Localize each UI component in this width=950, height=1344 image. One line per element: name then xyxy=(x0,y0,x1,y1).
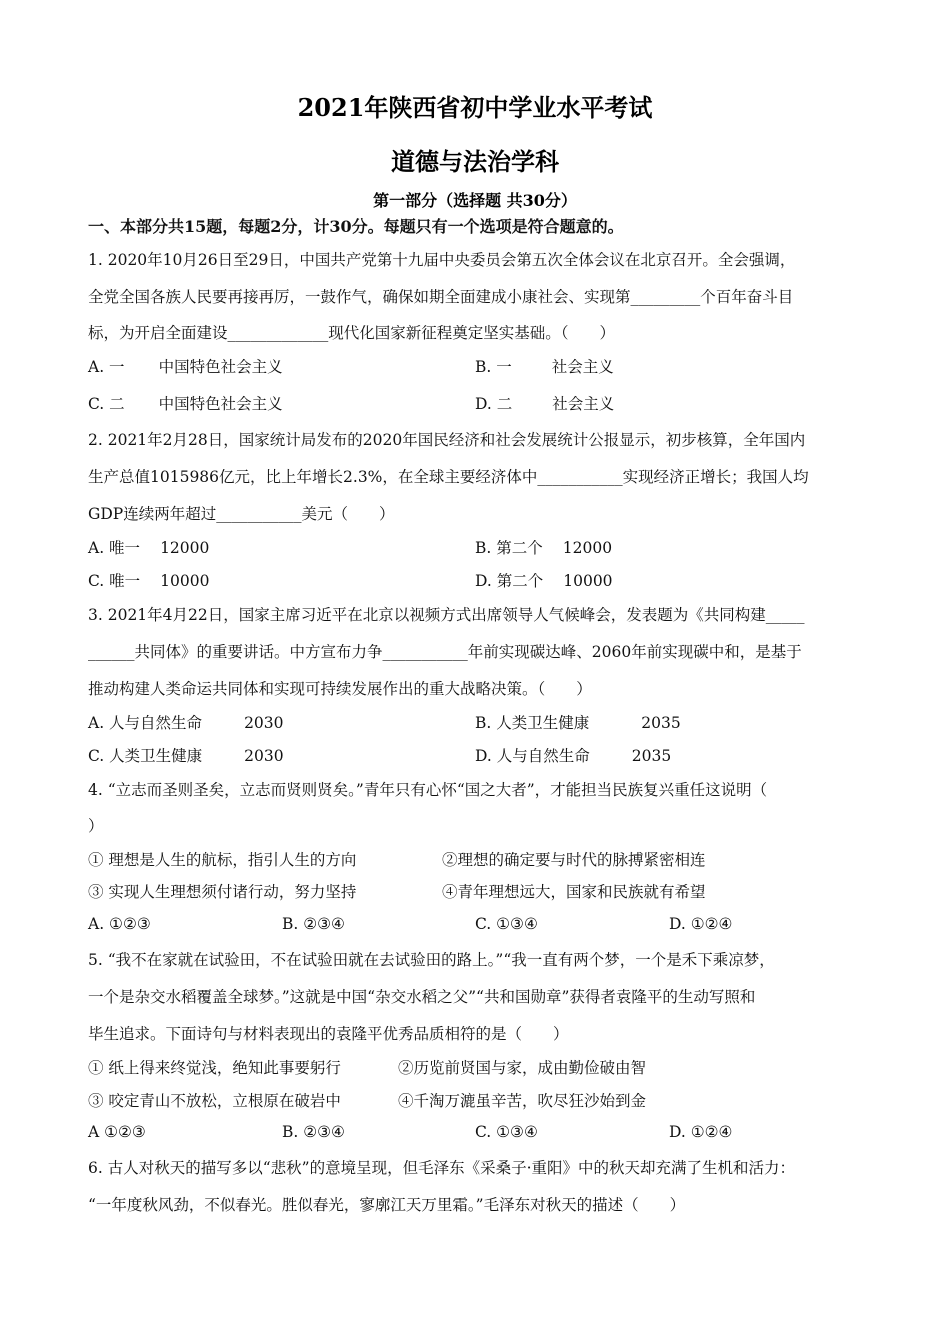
option-text: 12000 xyxy=(562,539,613,557)
question-6-line-2: “一年度秋风劲，不似春光。胜似春光，寥廓江天万里霜。”毛泽东对秋天的描述（ ） xyxy=(88,1196,686,1214)
question-1-line-3: 标，为开启全面建设_____________现代化国家新征程奠定坚实基础。（ ） xyxy=(88,324,616,342)
question-4-statement-2: ②理想的确定要与时代的脉搏紧密相连 xyxy=(442,851,706,869)
option-text: 社会主义 xyxy=(551,358,614,376)
question-3-line-1: 3. 2021年4月22日，国家主席习近平在北京以视频方式出席领导人气候峰会，发表题为《共同构建_____ xyxy=(88,606,805,624)
question-2-line-3: GDP连续两年超过___________美元（ ） xyxy=(88,505,395,523)
option-label: A. 人与自然生命 xyxy=(88,714,203,732)
question-2-line-2: 生产总值1015986亿元，比上年增长2.3%，在全球主要经济体中___________实现经济正增长；我国人均 xyxy=(88,468,809,486)
question-5-line-1: 5. “我不在家就在试验田，不在试验田就在去试验田的路上。”“我一直有两个梦，一个是禾下乘凉梦， xyxy=(88,951,775,969)
exam-title: 2021年陕西省初中学业水平考试 xyxy=(297,93,653,122)
question-5-line-2: 一个是杂交水稻覆盖全球梦。”这就是中国“杂交水稻之父”“共和国勋章”获得者袁隆平的生动写照和 xyxy=(88,988,756,1006)
question-4-statement-3: ③ 实现人生理想须付诸行动，努力坚持 xyxy=(88,883,357,901)
subject-title: 道德与法治学科 xyxy=(391,147,559,176)
option-text: 2035 xyxy=(641,714,681,732)
option-text: 中国特色社会主义 xyxy=(158,395,283,413)
question-6-line-1: 6. 古人对秋天的描写多以“悲秋”的意境呈现，但毛泽东《采桑子·重阳》中的秋天却充满了生机和活力： xyxy=(88,1159,795,1177)
question-2-option-a xyxy=(88,536,209,558)
question-1-line-2: 全党全国各族人民要再接再厉，一鼓作气，确保如期全面建成小康社会、实现第_________个百年奋斗目 xyxy=(88,288,794,306)
option-label: A. 唯一 xyxy=(88,539,141,557)
question-5-statement-4: ④千淘万漉虽辛苦，吹尽狂沙始到金 xyxy=(398,1092,647,1110)
question-4-line-2: ） xyxy=(88,817,104,835)
option-text: 2035 xyxy=(631,747,672,765)
question-4-option-a: A. ①②③ xyxy=(88,915,151,933)
question-3-line-3: 推动构建人类命运共同体和实现可持续发展作出的重大战略决策。（ ） xyxy=(88,680,592,698)
option-label: D. 人与自然生命 xyxy=(475,747,590,765)
question-3-option-c xyxy=(88,744,284,766)
question-4-line-1: 4. “立志而圣则圣矣，立志而贤则贤矣。”青年只有心怀“国之大者”，才能担当民族复兴重任这说明（ xyxy=(88,781,768,799)
option-label: B. 一 xyxy=(475,358,512,376)
option-text: 10000 xyxy=(160,572,210,590)
question-5-option-c: C. ①③④ xyxy=(475,1123,538,1141)
question-4-statement-4: ④青年理想远大，国家和民族就有希望 xyxy=(442,883,706,901)
question-4-statement-1: ① 理想是人生的航标，指引人生的方向 xyxy=(88,851,357,869)
question-5-statement-3: ③ 咬定青山不放松，立根原在破岩中 xyxy=(88,1092,341,1110)
question-5-line-3: 毕生追求。下面诗句与材料表现出的袁隆平优秀品质相符的是（ ） xyxy=(88,1025,569,1043)
option-label: B. 人类卫生健康 xyxy=(475,714,590,732)
question-5-statement-1: ① 纸上得来终觉浅，绝知此事要躬行 xyxy=(88,1059,341,1077)
question-2-line-1: 2. 2021年2月28日，国家统计局发布的2020年国民经济和社会发展统计公报显示，初步核算，全年国内 xyxy=(88,431,806,449)
question-1-line-1: 1. 2020年10月26日至29日，中国共产党第十九届中央委员会第五次全体会议在北京召开。全会强调， xyxy=(88,251,796,269)
question-5-option-a: A ①②③ xyxy=(88,1123,146,1141)
question-1-option-b xyxy=(475,355,614,377)
question-1-option-d xyxy=(475,392,614,414)
question-4-option-d: D. ①②④ xyxy=(669,915,733,933)
question-2-option-b xyxy=(475,536,612,558)
option-label: C. 二 xyxy=(88,395,125,413)
question-5-statement-2: ②历览前贤国与家，成由勤俭破由智 xyxy=(398,1059,647,1077)
question-3-option-b xyxy=(475,711,681,733)
option-text: 10000 xyxy=(563,572,613,590)
part-heading: 第一部分（选择题 共30分） xyxy=(373,191,577,210)
option-label: C. 唯一 xyxy=(88,572,141,590)
option-text: 社会主义 xyxy=(552,395,615,413)
option-label: D. 二 xyxy=(475,395,513,413)
option-text: 12000 xyxy=(160,539,210,557)
option-text: 2030 xyxy=(244,747,284,765)
question-2-option-c xyxy=(88,569,209,591)
question-4-option-c: C. ①③④ xyxy=(475,915,538,933)
option-label: C. 人类卫生健康 xyxy=(88,747,203,765)
question-1-option-c xyxy=(88,392,283,414)
option-text: 2030 xyxy=(244,714,284,732)
option-label: A. 一 xyxy=(88,358,125,376)
section-instruction: 一、本部分共15题，每题2分，计30分。每题只有一个选项是符合题意的。 xyxy=(88,217,624,236)
question-3-line-2: ______共同体》的重要讲话。中方宣布力争___________年前实现碳达峰、2060年前实现碳中和，是基于 xyxy=(88,643,802,661)
question-3-option-d xyxy=(475,744,671,766)
question-5-option-d: D. ①②④ xyxy=(669,1123,733,1141)
question-3-option-a xyxy=(88,711,284,733)
option-label: D. 第二个 xyxy=(475,572,544,590)
option-label: B. 第二个 xyxy=(475,539,543,557)
question-4-option-b: B. ②③④ xyxy=(282,915,345,933)
question-1-option-a xyxy=(88,355,283,377)
question-2-option-d xyxy=(475,569,613,591)
question-5-option-b: B. ②③④ xyxy=(282,1123,345,1141)
option-text: 中国特色社会主义 xyxy=(158,358,283,376)
